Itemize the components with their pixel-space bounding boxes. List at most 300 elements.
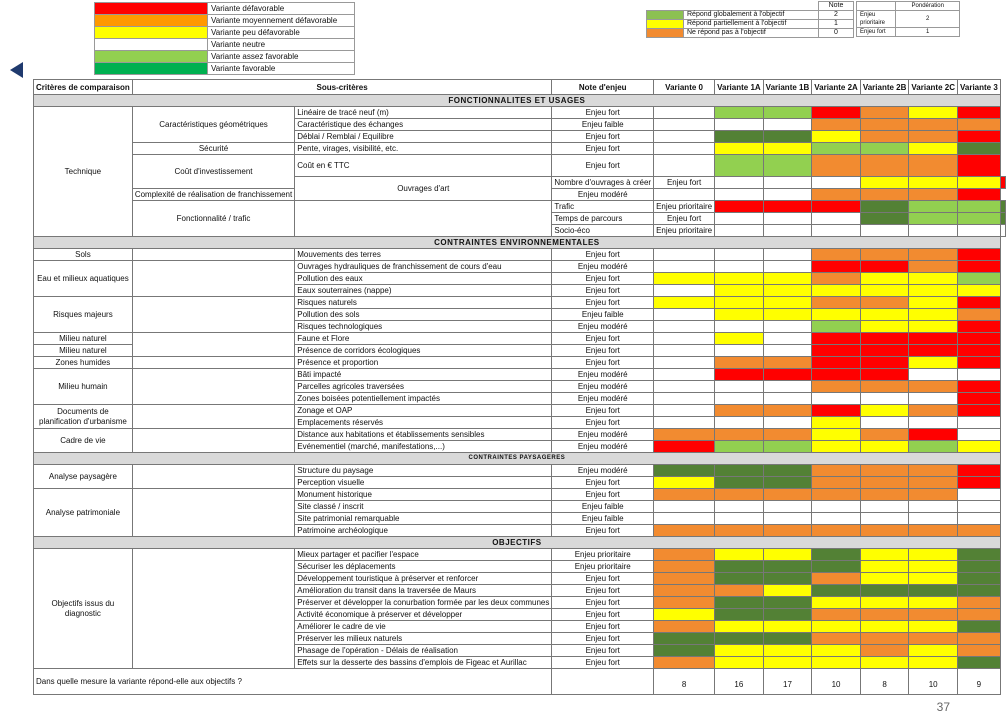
score-cell [909,189,958,201]
score-cell [860,441,909,453]
score-cell [654,333,715,345]
score-cell [957,393,1000,405]
legend-note-header: Note [819,2,854,11]
score-cell [860,477,909,489]
score-cell [812,573,861,585]
score-cell [957,465,1000,477]
subcriteria-label: Pollution des eaux [295,273,552,285]
subcriteria-label: Zones boisées potentiellement impactés [295,393,552,405]
score-cell [909,131,958,143]
score-cell [909,119,958,131]
table-row [34,549,1006,561]
score-cell [654,321,715,333]
score-cell [763,249,812,261]
legend-header-row [647,2,854,11]
subcriteria-label: Complexité de réalisation de franchissement [132,189,294,201]
subcriteria-label: Développement touristique à préserver et renforcer [295,573,552,585]
legend-swatch [647,11,684,20]
subgroup-cell [295,201,552,237]
score-cell [860,155,909,177]
legend-weight-value: 1 [896,28,960,37]
legend-row [647,11,854,20]
note-enjeu: Enjeu modéré [552,189,654,201]
section-row [34,95,1006,107]
header-variant-1b: Variante 1B [763,80,812,95]
score-cell [654,645,715,657]
score-cell [763,213,812,225]
score-cell [812,561,861,573]
score-cell [715,107,764,119]
header-variant-0: Variante 0 [654,80,715,95]
score-cell [654,489,715,501]
note-enjeu: Enjeu fort [552,621,654,633]
score-cell [909,525,958,537]
score-cell [860,131,909,143]
subcriteria-label: Caractéristique des échanges [295,119,552,131]
score-cell [654,441,715,453]
score-cell [715,177,764,189]
note-enjeu: Enjeu fort [654,177,715,189]
header-subcriteria: Sous-critères [132,80,552,95]
score-cell [654,501,715,513]
score-cell [957,609,1000,621]
score-cell [812,297,861,309]
note-legend [646,1,854,38]
score-cell [957,297,1000,309]
subcriteria-label: Site patrimonial remarquable [295,513,552,525]
score-cell [715,417,764,429]
note-enjeu: Enjeu fort [552,597,654,609]
score-cell [957,225,1000,237]
subgroup-cell [132,465,294,489]
score-total: 8 [654,669,715,695]
score-cell [957,549,1000,561]
score-cell [957,525,1000,537]
legend-row [647,29,854,38]
score-cell [860,333,909,345]
note-enjeu: Enjeu faible [552,513,654,525]
subcriteria-label: Site classé / inscrit [295,501,552,513]
subcriteria-label: Améliorer le cadre de vie [295,621,552,633]
score-cell [812,621,861,633]
subcriteria-label: Patrimoine archéologique [295,525,552,537]
note-enjeu: Enjeu modéré [552,465,654,477]
legend-swatch [647,20,684,29]
subcriteria-label: Risques technologiques [295,321,552,333]
score-cell [715,645,764,657]
subcriteria-label: Zonage et OAP [295,405,552,417]
score-cell [860,585,909,597]
subcriteria-label: Effets sur la desserte des bassins d'emplois de Figeac et Aurillac [295,657,552,669]
subcriteria-label: Nombre d'ouvrages à créer [552,177,654,189]
score-cell [860,119,909,131]
score-cell [957,119,1000,131]
note-enjeu: Enjeu prioritaire [654,225,715,237]
score-cell [957,657,1000,669]
note-enjeu: Enjeu fort [552,143,654,155]
subgroup-cell [132,261,294,297]
score-cell [909,107,958,119]
score-cell [763,657,812,669]
note-enjeu: Enjeu fort [552,297,654,309]
score-total: 10 [909,669,958,695]
table-row [34,405,1006,417]
table-row [34,357,1006,369]
legend-header-row [857,2,960,11]
score-cell [763,333,812,345]
score-cell [763,201,812,213]
score-cell [860,393,909,405]
score-cell [654,477,715,489]
score-cell [715,225,764,237]
note-enjeu: Enjeu fort [552,657,654,669]
score-cell [957,573,1000,585]
score-cell [957,131,1000,143]
score-cell [957,345,1000,357]
score-cell [763,573,812,585]
score-cell [715,585,764,597]
legend-row [95,63,355,75]
score-cell [715,621,764,633]
score-cell [909,489,958,501]
score-cell [812,597,861,609]
score-cell [812,213,861,225]
score-cell [909,309,958,321]
score-cell [715,357,764,369]
score-cell [860,285,909,297]
score-cell [812,609,861,621]
criteria-cell: Analyse patrimoniale [34,489,133,537]
score-cell [763,309,812,321]
score-cell [763,155,812,177]
score-cell [909,143,958,155]
criteria-cell: Milieu humain [34,369,133,405]
table-row [34,143,1006,155]
score-cell [909,297,958,309]
score-cell [812,513,861,525]
score-cell [860,513,909,525]
score-cell [860,489,909,501]
criteria-cell: Risques majeurs [34,297,133,333]
score-cell [715,131,764,143]
score-cell [909,249,958,261]
score-cell [654,573,715,585]
score-cell [909,155,958,177]
legend-swatch [95,63,208,75]
comparison-table [33,79,1006,695]
score-cell [763,177,812,189]
score-cell [957,273,1000,285]
legend-note-value: 2 [819,11,854,20]
table-row [34,201,1006,213]
score-cell [812,357,861,369]
score-cell [860,321,909,333]
score-cell [763,489,812,501]
score-cell [860,381,909,393]
score-cell [957,177,1000,189]
subcriteria-label: Emplacements réservés [295,417,552,429]
criteria-cell: Analyse paysagère [34,465,133,489]
note-enjeu: Enjeu fort [552,333,654,345]
subcriteria-label: Pente, virages, visibilité, etc. [295,143,552,155]
score-cell [763,357,812,369]
score-cell [715,309,764,321]
score-cell [654,119,715,131]
table-row [34,297,1006,309]
score-cell [957,477,1000,489]
score-cell [957,633,1000,645]
score-cell [715,345,764,357]
score-cell [763,131,812,143]
score-cell [909,597,958,609]
score-cell [860,369,909,381]
score-cell [860,405,909,417]
score-cell [909,213,958,225]
score-cell [654,621,715,633]
table-row [34,261,1006,273]
score-cell [763,585,812,597]
score-cell [1000,213,1005,225]
score-cell [654,369,715,381]
legend-row [647,20,854,29]
score-cell [715,369,764,381]
note-enjeu: Enjeu fort [552,489,654,501]
score-cell [909,345,958,357]
subgroup-cell: Sécurité [132,143,294,155]
score-cell [812,131,861,143]
score-cell [715,549,764,561]
criteria-cell: Fonctionnalité / trafic [132,201,294,237]
legend-label: Enjeu prioritaire [857,11,896,28]
score-cell [763,501,812,513]
score-cell [860,107,909,119]
note-enjeu: Enjeu fort [552,155,654,177]
criteria-cell: Milieu naturel [34,333,133,345]
subgroup-cell [132,405,294,429]
subcriteria-label: Amélioration du transit dans la traversée de Maurs [295,585,552,597]
criteria-cell: Zones humides [34,357,133,369]
footer-question: Dans quelle mesure la variante répond-elle aux objectifs ? [34,669,552,695]
score-cell [909,501,958,513]
score-cell [957,107,1000,119]
score-cell [909,477,958,489]
score-cell [860,429,909,441]
score-cell [763,285,812,297]
score-cell [654,309,715,321]
score-cell [715,321,764,333]
note-enjeu: Enjeu modéré [552,381,654,393]
score-cell [909,609,958,621]
score-cell [812,249,861,261]
score-cell [654,633,715,645]
score-cell [957,381,1000,393]
note-enjeu: Enjeu fort [552,633,654,645]
score-cell [654,465,715,477]
legend-swatch [95,3,208,15]
score-cell [763,597,812,609]
note-enjeu: Enjeu modéré [552,321,654,333]
subcriteria-label: Pollution des sols [295,309,552,321]
score-cell [957,501,1000,513]
score-cell [860,213,909,225]
subcriteria-label: Préserver les milieux naturels [295,633,552,645]
table-row [34,489,1006,501]
score-cell [654,549,715,561]
score-cell [909,621,958,633]
legend-weight-value: 2 [896,11,960,28]
score-cell [812,177,861,189]
legend-label: Variante peu défavorable [208,27,355,39]
color-scale-legend [94,2,355,75]
score-cell [860,501,909,513]
score-cell [715,285,764,297]
subgroup-cell: Coût d'investissement [132,155,294,189]
subcriteria-label: Distance aux habitations et établissements sensibles [295,429,552,441]
score-cell [763,107,812,119]
subcriteria-label: Mouvements des terres [295,249,552,261]
score-cell [812,309,861,321]
score-cell [957,561,1000,573]
score-cell [812,345,861,357]
score-cell [763,633,812,645]
legend-note-value: 1 [819,20,854,29]
score-cell [957,429,1000,441]
note-enjeu: Enjeu fort [552,477,654,489]
score-cell [957,597,1000,609]
score-cell [715,429,764,441]
note-enjeu: Enjeu fort [552,131,654,143]
score-cell [763,561,812,573]
legend-swatch [647,29,684,38]
footer-row [34,669,1006,695]
score-cell [957,189,1000,201]
subcriteria-label: Ouvrages hydrauliques de franchissement de cours d'eau [295,261,552,273]
table-row [34,369,1006,381]
score-cell [715,201,764,213]
score-cell [654,107,715,119]
score-cell [812,405,861,417]
score-cell [763,143,812,155]
subgroup-cell [132,357,294,369]
note-enjeu: Enjeu modéré [552,441,654,453]
criteria-cell: Technique [34,107,133,237]
subgroup-cell: Caractéristiques géométriques [132,107,294,143]
subcriteria-label: Perception visuelle [295,477,552,489]
legend-label: Variante assez favorable [208,51,355,63]
legend-swatch [95,39,208,51]
score-cell [860,345,909,357]
subcriteria-label: Présence et proportion [295,357,552,369]
score-cell [957,249,1000,261]
score-cell [860,597,909,609]
criteria-cell: Eau et milieux aquatiques [34,261,133,297]
subgroup-cell [132,249,294,261]
section-header: CONTRAINTES ENVIRONNEMENTALES [34,237,1001,249]
score-cell [909,177,958,189]
header-note: Note d'enjeu [552,80,654,95]
score-cell [860,309,909,321]
legend-row [95,39,355,51]
note-enjeu: Enjeu fort [552,417,654,429]
score-cell [812,525,861,537]
score-cell [715,405,764,417]
subcriteria-label: Sécuriser les déplacements [295,561,552,573]
score-cell [957,441,1000,453]
score-cell [957,261,1000,273]
score-cell [812,333,861,345]
table-row [34,333,1006,345]
score-cell [860,177,909,189]
score-cell [715,501,764,513]
subcriteria-label: Linéaire de tracé neuf (m) [295,107,552,119]
score-cell [957,585,1000,597]
legend-row [95,27,355,39]
score-cell [812,321,861,333]
subcriteria-label: Socio-éco [552,225,654,237]
subgroup-cell [132,489,294,537]
note-enjeu: Enjeu fort [552,107,654,119]
score-cell [860,143,909,155]
score-cell [654,381,715,393]
score-cell [812,225,861,237]
score-cell [909,369,958,381]
legend-label: Ne répond pas à l'objectif [684,29,819,38]
score-cell [654,597,715,609]
score-cell [909,417,958,429]
note-enjeu: Enjeu modéré [552,429,654,441]
note-enjeu: Enjeu fort [552,405,654,417]
score-cell [654,357,715,369]
table-header-row [34,80,1006,95]
score-cell [763,261,812,273]
score-cell [812,107,861,119]
note-enjeu: Enjeu fort [552,525,654,537]
score-cell [763,417,812,429]
score-cell [909,333,958,345]
legend-swatch [95,27,208,39]
score-cell [957,201,1000,213]
note-enjeu: Enjeu modéré [552,369,654,381]
score-cell [909,273,958,285]
score-cell [812,489,861,501]
section-header: FONCTIONNALITES ET USAGES [34,95,1001,107]
header-variant-3: Variante 3 [957,80,1000,95]
legend-label: Variante moyennement défavorable [208,15,355,27]
score-cell [763,525,812,537]
score-cell [812,369,861,381]
legend-label: Variante neutre [208,39,355,51]
note-enjeu: Enjeu fort [552,357,654,369]
subcriteria-label: Risques naturels [295,297,552,309]
legend-row [95,51,355,63]
score-cell [957,621,1000,633]
subcriteria-label: Présence de corridors écologiques [295,345,552,357]
subgroup-cell [132,369,294,405]
section-row [34,537,1006,549]
score-cell [957,333,1000,345]
score-cell [909,357,958,369]
score-cell [654,585,715,597]
footer-empty [552,669,654,695]
score-cell [860,525,909,537]
score-cell [763,549,812,561]
score-cell [763,429,812,441]
score-cell [654,285,715,297]
score-cell [763,477,812,489]
score-cell [860,273,909,285]
score-cell [957,285,1000,297]
score-cell [715,441,764,453]
